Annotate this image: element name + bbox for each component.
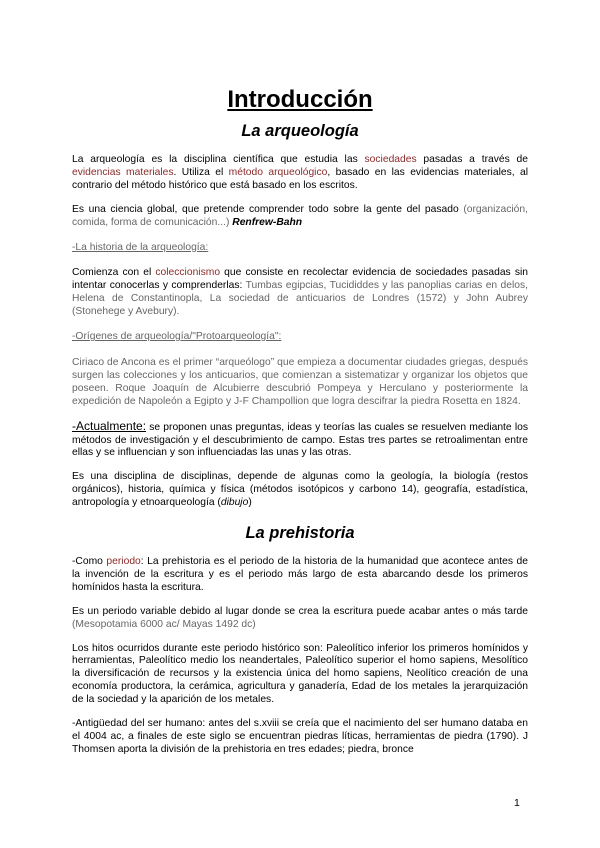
page-number: 1	[514, 797, 520, 809]
document-page	[72, 84, 528, 757]
author-citation: Renfrew-Bahn	[232, 216, 303, 228]
paragraph-periodo-variable: Es un periodo variable debido al lugar donde se crea la escritura puede acabar antes o más tarde (Mesopotamia 6000 ac/ Mayas 1492 dc)	[72, 605, 528, 630]
term-sociedades: sociedades	[364, 154, 417, 165]
paragraph-actualmente: -Actualmente: se proponen unas preguntas, ideas y teorías las cuales se resuelven mediante los métodos de investigación y el descubrimiento de campo. Estas tres partes se retroalimentan entre ellas y se influencian y son influenciadas las unas y las otras.	[72, 418, 528, 459]
paragraph-hitos: Los hitos ocurridos durante este periodo histórico son: Paleolítico inferior los primeros homínidos y herramientas, Paleolítico medio los neandertales, Paleolítico superior el homo sapiens, Mesolítico la diversificación de recursos y la existencia única del homo sapiens, Neolítico creación de una economía productora, la cerámica, agricultura y ganadería, Edad de los metales la jerarquización de la sociedad y la aparición de los metales.	[72, 642, 528, 706]
heading-historia: -La historia de la arqueología:	[72, 241, 209, 253]
paragraph-periodo: -Como periodo: La prehistoria es el periodo de la historia de la humanidad que acontece antes de la invención de la escritura y es el periodo más largo de esta abarcando desde los primeros homínidos hasta la escritura.	[72, 556, 528, 593]
paragraph-protoarqueologia: Ciriaco de Ancona es el primer “arqueólogo” que empieza a documentar ciudades griegas, después surgen las colecciones y los anticuarios, que comienzan a sistematizar y organizar los objetos que poseen. Roque Joaquín de Alcubierre descubrió Pompeya y Herculano y posteriormente la expedición de Napoleón a Egipto y J-F Champollion que logra descifrar la piedra Rosetta en 1824.	[72, 356, 528, 407]
heading-origenes: -Orígenes de arqueología/"Protoarqueología":	[72, 331, 282, 343]
heading-actualmente: -Actualmente:	[72, 418, 147, 433]
term-coleccionismo: coleccionismo	[155, 267, 221, 279]
term-evidencias: evidencias materiales	[72, 166, 174, 178]
term-periodo: periodo	[106, 556, 141, 568]
page-title: Introducción	[227, 86, 373, 113]
paragraph-disciplinas: Es una disciplina de disciplinas, depende de algunas como la geología, la biología (restos orgánicos), historia, química y física (métodos isotópicos y carbono 14), geografía, estadística, antropología y etnoarqueología (dibujo)	[72, 471, 528, 509]
paragraph-ciencia-global: Es una ciencia global, que pretende comprender todo sobre la gente del pasado (organización, comida, forma de comunicación...) Renfrew-Bahn	[72, 203, 528, 228]
term-metodo: método arqueológico	[228, 166, 328, 178]
paragraph-definition: La arqueología es la disciplina científica que estudia las sociedades pasadas a través de evidencias materiales. Utiliza el método arqueológico, basado en las evidencias materiales, al contrario del método histórico que está basado en los escritos.	[72, 154, 529, 191]
section-title-prehistoria: La prehistoria	[245, 524, 355, 543]
section-title-arqueologia: La arqueología	[241, 122, 359, 140]
paragraph-antiguedad: -Antigüedad del ser humano: antes del s.xviii se creía que el nacimiento del ser humano databa en el 4004 ac, a finales de este siglo se encuentran piedras líticas, herramientas de piedra (1790). J Thomsen aporta la división de la prehistoria en tres edades; piedra, bronce	[72, 718, 528, 755]
paragraph-coleccionismo: Comienza con el coleccionismo que consiste en recolectar evidencia de sociedades pasadas sin intentar conocerlas y comprenderlas: Tumbas egipcias, Tucididdes y las panoplias carias en delos, Helena de Constantinopla, La sociedad de anticuarios de Londres (1572) y John Aubrey (Stonehege y Avebury).	[72, 267, 529, 318]
